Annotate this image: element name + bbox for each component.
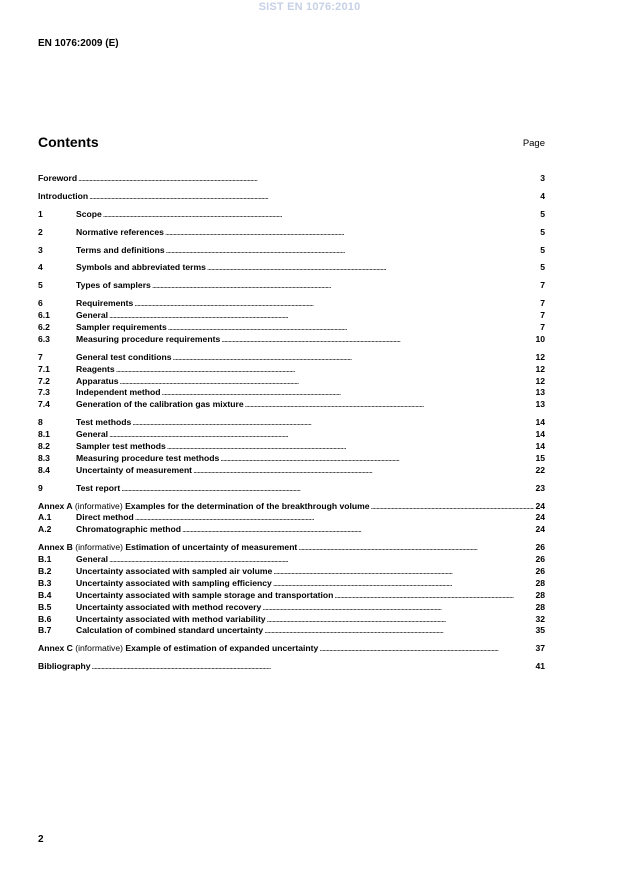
toc-entry-page: 13 <box>535 387 545 398</box>
toc-entry-page: 7 <box>540 310 545 321</box>
toc-entry[interactable] <box>38 554 545 566</box>
toc-dot-leader <box>173 352 535 364</box>
toc-entry[interactable] <box>38 465 545 477</box>
toc-entry-number: A.1 <box>38 512 52 523</box>
toc-entry-page: 15 <box>535 452 545 463</box>
toc-entry-page: 4 <box>540 190 545 201</box>
toc-entry[interactable] <box>38 614 545 626</box>
toc-entry-page: 35 <box>535 625 545 636</box>
toc-annex-label: Annex B <box>38 542 73 553</box>
toc-entry-page: 10 <box>535 333 545 344</box>
toc-entry-number: 6.3 <box>38 333 50 344</box>
toc-entry[interactable] <box>38 602 545 614</box>
toc-entry-number: 6.2 <box>38 322 50 332</box>
toc-entry-title: Measuring procedure requirements <box>76 333 221 344</box>
toc-entry-page: 22 <box>535 464 545 475</box>
toc-entry-title: Normative references <box>76 226 164 237</box>
toc-entry[interactable] <box>38 322 545 334</box>
toc-annex-label: Annex C <box>38 643 73 654</box>
page-column-header: Page <box>522 138 545 149</box>
toc-dot-leader <box>245 399 535 411</box>
toc-dot-leader <box>207 262 539 274</box>
toc-annex-title: Examples for the determination of the breakthrough volume <box>125 500 370 511</box>
toc-dot-leader <box>165 227 539 239</box>
toc-entry[interactable] <box>38 441 545 453</box>
toc-entry-number: A.2 <box>38 524 52 535</box>
toc-entry-number: 3 <box>38 244 43 255</box>
toc-entry-title: Independent method <box>76 387 161 398</box>
toc-entry-number: 7.2 <box>38 375 50 386</box>
toc-entry[interactable] <box>38 352 545 364</box>
toc-entry-number: 4 <box>38 262 43 273</box>
toc-dot-leader <box>162 387 535 399</box>
toc-entry-title: General test conditions <box>76 351 172 362</box>
toc-entry[interactable] <box>38 512 545 524</box>
toc-entry[interactable] <box>38 661 545 673</box>
toc-entry-title: Scope <box>76 208 102 219</box>
toc-entry-title: Uncertainty associated with sample storage and transportation <box>76 589 334 600</box>
toc-dot-leader <box>371 501 535 513</box>
toc-entry-title: Test methods <box>76 417 132 428</box>
toc-entry-page: 23 <box>535 482 545 493</box>
toc-entry-page: 24 <box>535 512 545 523</box>
toc-entry[interactable] <box>38 542 545 554</box>
toc-entry-title: Measuring procedure test methods <box>76 452 220 463</box>
toc-entry-title: Reagents <box>76 363 115 374</box>
toc-dot-leader <box>166 245 540 257</box>
toc-entry-number: 8.3 <box>38 452 50 463</box>
toc-entry-title <box>38 501 370 513</box>
toc-entry[interactable] <box>38 227 545 239</box>
toc-dot-leader <box>89 191 539 203</box>
toc-entry-title: Sampler requirements <box>76 322 167 332</box>
toc-entry[interactable] <box>38 399 545 411</box>
toc-entry-title: Test report <box>76 482 121 493</box>
toc-entry-title: Apparatus <box>76 375 119 386</box>
toc-dot-leader <box>193 465 534 477</box>
toc-entry[interactable] <box>38 298 545 310</box>
toc-entry-title: General <box>76 429 109 440</box>
toc-entry[interactable] <box>38 417 545 429</box>
toc-entry-page: 7 <box>540 322 545 332</box>
toc-dot-leader <box>220 453 534 465</box>
toc-entry-number: 9 <box>38 482 43 493</box>
toc-entry-number: 5 <box>38 280 43 291</box>
toc-entry-title <box>38 542 297 554</box>
toc-dot-leader <box>134 298 539 310</box>
toc-entry-number: 6 <box>38 298 43 309</box>
toc-entry-title: General <box>76 310 109 321</box>
toc-dot-leader <box>182 524 534 536</box>
toc-entry-page: 14 <box>535 429 545 440</box>
toc-dot-leader <box>78 173 539 185</box>
watermark-text: SIST EN 1076:2010 <box>258 1 361 13</box>
toc-annex-type: (informative) <box>72 500 126 511</box>
toc-entry[interactable] <box>38 245 545 257</box>
toc-entry[interactable] <box>38 626 545 638</box>
toc-dot-leader <box>120 376 535 388</box>
toc-entry-title: Requirements <box>76 298 134 309</box>
toc-entry-page: 7 <box>540 280 545 291</box>
toc-entry-title: Uncertainty associated with method recovery <box>76 601 262 612</box>
toc-entry[interactable] <box>38 590 545 602</box>
toc-entry[interactable] <box>38 310 545 322</box>
toc-entry-title: Foreword <box>38 172 78 183</box>
toc-dot-leader <box>319 643 534 655</box>
toc-entry-number: 8.4 <box>38 464 50 475</box>
toc-entry[interactable] <box>38 483 545 495</box>
toc-entry-page: 13 <box>535 399 545 410</box>
toc-dot-leader <box>109 429 534 441</box>
toc-entry-number: B.1 <box>38 554 52 565</box>
toc-entry-number: 7.4 <box>38 399 50 410</box>
toc-entry-number: B.3 <box>38 577 52 588</box>
toc-entry-number: 1 <box>38 208 43 219</box>
toc-entry-number: 7 <box>38 351 43 362</box>
toc-dot-leader <box>152 280 539 292</box>
toc-entry[interactable] <box>38 209 545 221</box>
toc-entry[interactable] <box>38 566 545 578</box>
toc-entry-title: Uncertainty associated with sampled air volume <box>76 566 273 577</box>
table-of-contents <box>38 173 545 673</box>
toc-entry-number: 8 <box>38 417 43 428</box>
toc-entry[interactable] <box>38 334 545 346</box>
toc-dot-leader <box>167 441 535 453</box>
toc-entry-page: 12 <box>535 375 545 386</box>
toc-entry-number: 7.3 <box>38 387 50 398</box>
toc-entry-number: 2 <box>38 226 43 237</box>
toc-entry-page: 14 <box>535 441 545 452</box>
toc-entry-page: 28 <box>535 589 545 600</box>
toc-entry-page: 32 <box>535 613 545 624</box>
toc-entry-number: B.2 <box>38 566 52 577</box>
toc-entry-page: 24 <box>535 524 545 535</box>
page-title: Contents <box>38 134 99 150</box>
toc-dot-leader <box>109 310 539 322</box>
toc-entry-title: Direct method <box>76 512 134 523</box>
toc-entry-title: Generation of the calibration gas mixture <box>76 399 244 410</box>
toc-entry-title: Sampler test methods <box>76 441 166 452</box>
toc-entry-number: 8.2 <box>38 441 50 452</box>
toc-dot-leader <box>221 334 534 346</box>
toc-entry-page: 3 <box>540 172 545 183</box>
toc-entry-page: 26 <box>535 566 545 577</box>
toc-entry-title: Calculation of combined standard uncertainty <box>76 625 264 636</box>
toc-dot-leader <box>264 625 534 637</box>
toc-entry-page: 41 <box>535 661 545 672</box>
toc-entry[interactable] <box>38 453 545 465</box>
toc-entry-title: Types of samplers <box>76 280 151 291</box>
toc-entry-number: 8.1 <box>38 429 50 440</box>
toc-entry-title: Uncertainty associated with method variability <box>76 613 266 624</box>
toc-entry-page: 14 <box>535 417 545 428</box>
toc-dot-leader <box>273 578 535 590</box>
toc-annex-type: (informative) <box>72 643 126 654</box>
toc-entry-page: 28 <box>535 577 545 588</box>
toc-dot-leader <box>103 209 539 221</box>
toc-entry-page: 7 <box>540 298 545 309</box>
toc-entry[interactable] <box>38 191 545 203</box>
toc-dot-leader <box>298 542 534 554</box>
toc-entry[interactable] <box>38 364 545 376</box>
toc-dot-leader <box>121 483 534 495</box>
toc-entry-number: B.7 <box>38 625 52 636</box>
toc-dot-leader <box>92 661 535 673</box>
toc-dot-leader <box>267 614 535 626</box>
toc-dot-leader <box>273 566 534 578</box>
toc-entry-page: 28 <box>535 601 545 612</box>
toc-entry-title: Uncertainty of measurement <box>76 464 193 475</box>
toc-dot-leader <box>109 554 534 566</box>
toc-annex-type: (informative) <box>72 542 126 553</box>
toc-entry[interactable] <box>38 643 545 655</box>
toc-entry-page: 5 <box>540 244 545 255</box>
toc-entry[interactable] <box>38 524 545 536</box>
toc-dot-leader <box>116 364 535 376</box>
toc-entry-title: Introduction <box>38 190 89 201</box>
toc-entry-page: 5 <box>540 208 545 219</box>
toc-entry-number: 6.1 <box>38 310 50 321</box>
toc-entry-title: General <box>76 554 109 565</box>
toc-entry[interactable] <box>38 376 545 388</box>
toc-entry[interactable] <box>38 280 545 292</box>
toc-entry-number: B.5 <box>38 601 52 612</box>
toc-entry-page: 5 <box>540 226 545 237</box>
toc-annex-label: Annex A <box>38 500 73 511</box>
toc-entry-number: B.6 <box>38 613 52 624</box>
toc-entry-title: Bibliography <box>38 661 91 672</box>
toc-entry-page: 24 <box>535 500 545 511</box>
toc-entry-title: Uncertainty associated with sampling efficiency <box>76 577 272 588</box>
toc-entry-page: 12 <box>535 363 545 374</box>
toc-entry-title: Terms and definitions <box>76 244 165 255</box>
toc-entry-title <box>38 643 318 655</box>
toc-entry-page: 37 <box>535 643 545 654</box>
toc-entry-page: 26 <box>535 554 545 565</box>
toc-entry[interactable] <box>38 501 545 513</box>
toc-entry-title: Symbols and abbreviated terms <box>76 262 206 273</box>
toc-entry[interactable] <box>38 387 545 399</box>
toc-annex-title: Estimation of uncertainty of measurement <box>125 542 298 553</box>
toc-entry-page: 26 <box>535 542 545 553</box>
page-number: 2 <box>38 834 44 845</box>
toc-entry-page: 5 <box>540 262 545 273</box>
toc-entry[interactable] <box>38 429 545 441</box>
toc-entry[interactable] <box>38 262 545 274</box>
toc-dot-leader <box>132 417 534 429</box>
toc-dot-leader <box>135 512 535 524</box>
toc-annex-title: Example of estimation of expanded uncertainty <box>125 643 319 654</box>
toc-dot-leader <box>262 602 534 614</box>
toc-dot-leader <box>168 322 539 334</box>
document-id: EN 1076:2009 (E) <box>38 38 119 49</box>
toc-entry-page: 12 <box>535 351 545 362</box>
toc-entry-number: 7.1 <box>38 363 50 374</box>
toc-dot-leader <box>334 590 534 602</box>
toc-entry[interactable] <box>38 578 545 590</box>
toc-entry[interactable] <box>38 173 545 185</box>
toc-entry-title: Chromatographic method <box>76 524 182 535</box>
toc-entry-number: B.4 <box>38 589 52 600</box>
